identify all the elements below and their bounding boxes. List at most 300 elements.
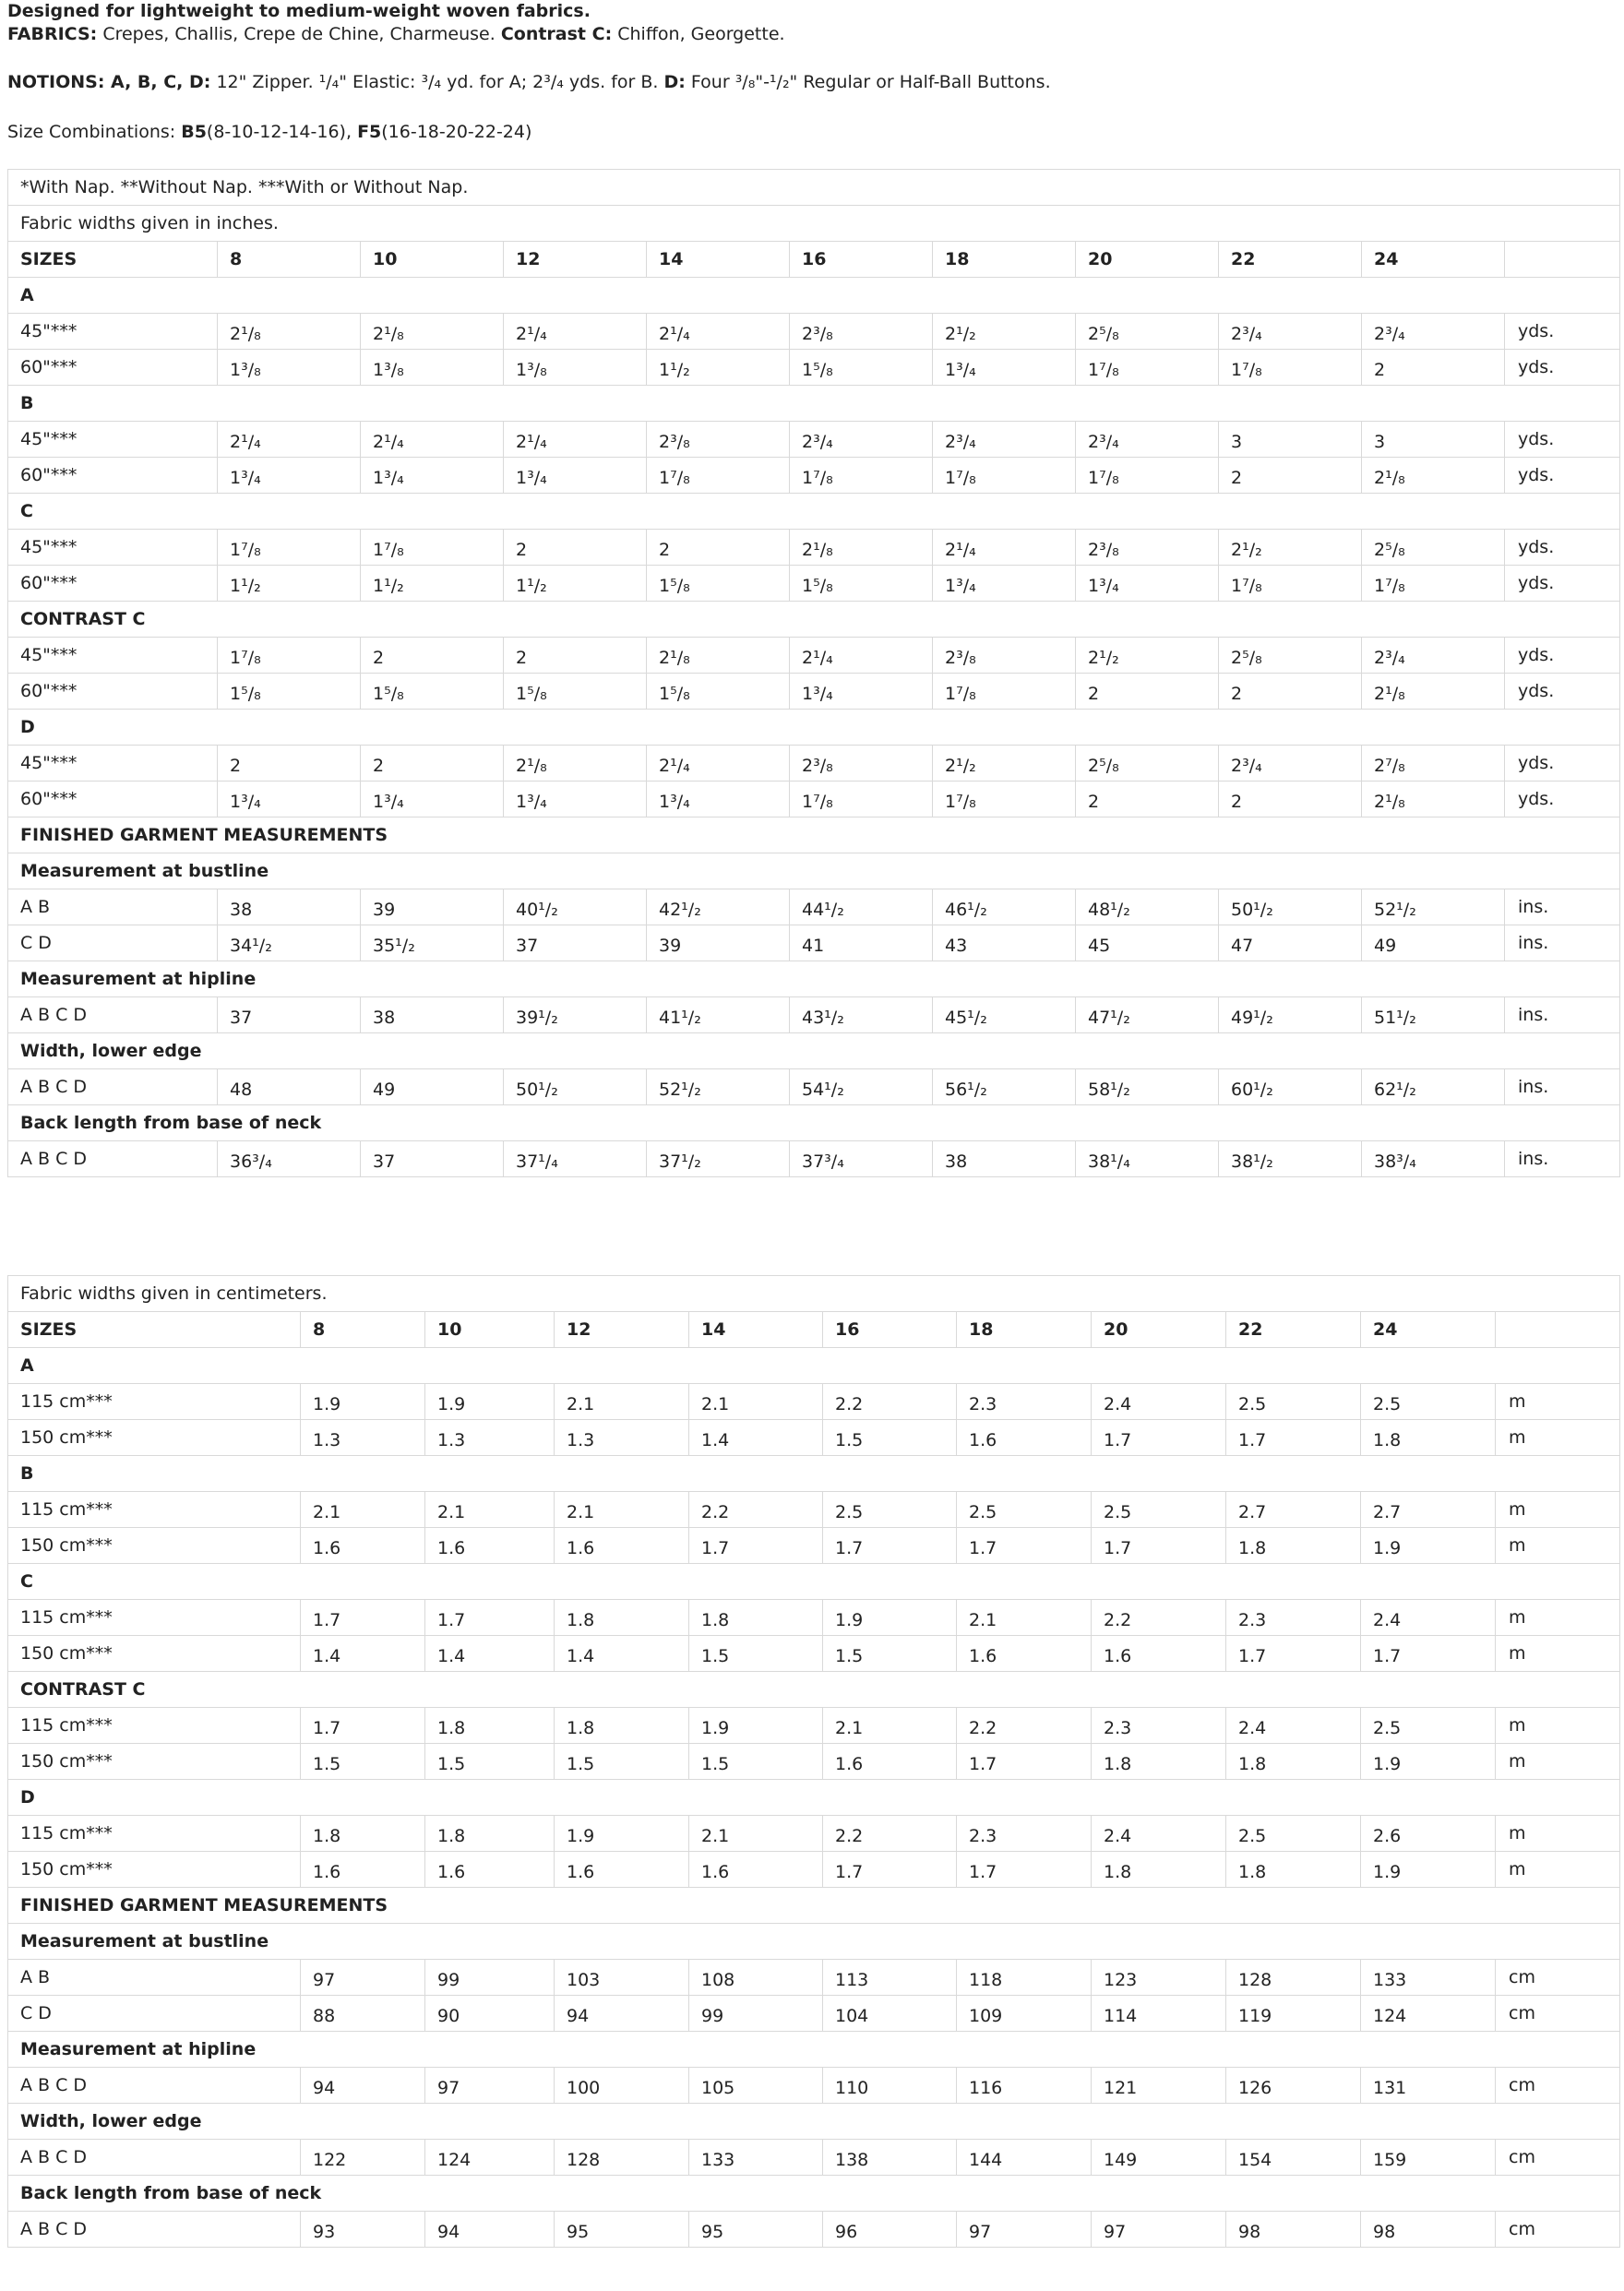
- size-value-cell: 1⁷/₈: [1362, 566, 1505, 602]
- fabric-widths-note: Fabric widths given in inches.: [8, 206, 1620, 242]
- row-label: A B C D: [8, 1141, 218, 1177]
- size-value-cell: 131: [1361, 2068, 1496, 2104]
- size-value-cell: 2¹/₂: [1076, 638, 1219, 674]
- unit-cell: yds.: [1505, 350, 1620, 386]
- size-value-cell: 1⁷/₈: [933, 674, 1076, 710]
- size-column-header: 16: [823, 1312, 957, 1348]
- intro-line-fabrics: [7, 23, 785, 45]
- size-value-cell: 123: [1092, 1960, 1226, 1996]
- size-value-cell: 37³/₄: [790, 1141, 933, 1177]
- size-value-cell: 1⁷/₈: [361, 530, 504, 566]
- size-value-cell: 1³/₈: [218, 350, 361, 386]
- unit-column-header: [1505, 242, 1620, 278]
- size-column-header: 8: [218, 242, 361, 278]
- row-label: 60"***: [8, 674, 218, 710]
- size-value-cell: 1³/₄: [504, 782, 647, 817]
- size-value-cell: 96: [823, 2212, 957, 2248]
- size-value-cell: 51¹/₂: [1362, 997, 1505, 1033]
- unit-cell: yds.: [1505, 422, 1620, 458]
- size-column-header: 24: [1362, 242, 1505, 278]
- table-row: [8, 566, 1620, 602]
- size-value-cell: 2.3: [957, 1816, 1092, 1852]
- table-row: [8, 2068, 1620, 2104]
- size-value-cell: 2¹/₂: [933, 746, 1076, 782]
- size-value-cell: 1.8: [1226, 1528, 1361, 1564]
- size-value-cell: 2¹/₈: [1362, 674, 1505, 710]
- size-value-cell: 1.5: [689, 1744, 823, 1780]
- size-value-cell: 121: [1092, 2068, 1226, 2104]
- size-value-cell: 2³/₄: [933, 422, 1076, 458]
- table-row: [8, 1816, 1620, 1852]
- size-value-cell: 2.1: [555, 1492, 689, 1528]
- sizes-header-label: SIZES: [8, 242, 218, 278]
- measurement-title: Measurement at hipline: [8, 2032, 1620, 2068]
- row-label: 115 cm***: [8, 1492, 301, 1528]
- size-value-cell: 1.6: [555, 1528, 689, 1564]
- unit-cell: cm: [1496, 2140, 1620, 2176]
- size-value-cell: 1.6: [425, 1852, 555, 1888]
- row-label: 150 cm***: [8, 1852, 301, 1888]
- intro-line-sizes: [7, 121, 531, 143]
- view-section-row: [8, 1780, 1620, 1816]
- size-value-cell: 1.9: [1361, 1528, 1496, 1564]
- size-value-cell: 58¹/₂: [1076, 1069, 1219, 1105]
- size-value-cell: 2¹/₄: [361, 422, 504, 458]
- unit-cell: ins.: [1505, 1141, 1620, 1177]
- size-value-cell: 2.3: [957, 1384, 1092, 1420]
- size-value-cell: 38: [933, 1141, 1076, 1177]
- size-combinations-label: Size Combinations:: [7, 122, 176, 142]
- row-label: A B C D: [8, 1069, 218, 1105]
- metric-yardage-table: [7, 1275, 1620, 2248]
- size-value-cell: 2⁵/₈: [1076, 746, 1219, 782]
- size-value-cell: 100: [555, 2068, 689, 2104]
- size-value-cell: 34¹/₂: [218, 925, 361, 961]
- size-value-cell: 56¹/₂: [933, 1069, 1076, 1105]
- size-value-cell: 2: [1076, 782, 1219, 817]
- size-value-cell: 94: [555, 1996, 689, 2032]
- size-value-cell: 149: [1092, 2140, 1226, 2176]
- size-value-cell: 1.6: [301, 1852, 425, 1888]
- unit-cell: m: [1496, 1384, 1620, 1420]
- table-row: [8, 1852, 1620, 1888]
- view-section-row: [8, 278, 1620, 314]
- size-value-cell: 1.8: [1226, 1852, 1361, 1888]
- size-value-cell: 1³/₄: [361, 782, 504, 817]
- size-value-cell: 1.5: [823, 1636, 957, 1672]
- size-value-cell: 124: [1361, 1996, 1496, 2032]
- unit-cell: ins.: [1505, 1069, 1620, 1105]
- size-value-cell: 2.5: [1226, 1816, 1361, 1852]
- table-row: [8, 1600, 1620, 1636]
- size-value-cell: 2³/₄: [790, 422, 933, 458]
- size-value-cell: 49: [361, 1069, 504, 1105]
- size-value-cell: 1.4: [301, 1636, 425, 1672]
- row-label: C D: [8, 925, 218, 961]
- size-value-cell: 2.1: [689, 1816, 823, 1852]
- row-label: 45"***: [8, 530, 218, 566]
- size-value-cell: 2⁵/₈: [1076, 314, 1219, 350]
- size-value-cell: 35¹/₂: [361, 925, 504, 961]
- size-value-cell: 110: [823, 2068, 957, 2104]
- fabric-widths-note: Fabric widths given in centimeters.: [8, 1276, 1620, 1312]
- size-value-cell: 41¹/₂: [647, 997, 790, 1033]
- size-value-cell: 1³/₄: [361, 458, 504, 494]
- view-section-row: [8, 602, 1620, 638]
- imperial-yardage-table: [7, 169, 1620, 1177]
- size-value-cell: 48¹/₂: [1076, 889, 1219, 925]
- size-value-cell: 1⁵/₈: [790, 350, 933, 386]
- size-value-cell: 1.3: [555, 1420, 689, 1456]
- unit-cell: yds.: [1505, 458, 1620, 494]
- row-label: 115 cm***: [8, 1816, 301, 1852]
- size-value-cell: 1¹/₂: [504, 566, 647, 602]
- size-value-cell: 95: [689, 2212, 823, 2248]
- table-row: [8, 1996, 1620, 2032]
- size-value-cell: 94: [425, 2212, 555, 2248]
- size-value-cell: 1¹/₂: [218, 566, 361, 602]
- size-value-cell: 2¹/₂: [933, 314, 1076, 350]
- row-label: 45"***: [8, 746, 218, 782]
- size-value-cell: 124: [425, 2140, 555, 2176]
- table-row: [8, 2212, 1620, 2248]
- table-row: [8, 638, 1620, 674]
- measurement-title-row: [8, 1033, 1620, 1069]
- size-value-cell: 128: [555, 2140, 689, 2176]
- size-value-cell: 114: [1092, 1996, 1226, 2032]
- table-row: [8, 1528, 1620, 1564]
- size-value-cell: 98: [1361, 2212, 1496, 2248]
- size-value-cell: 2¹/₈: [1362, 458, 1505, 494]
- unit-cell: yds.: [1505, 782, 1620, 817]
- notions-text: 12" Zipper. ¹/₄" Elastic: ³/₄ yd. for A; 2³/₄ yds. for B.: [216, 72, 659, 92]
- size-value-cell: 2¹/₈: [218, 314, 361, 350]
- size-value-cell: 2¹/₄: [647, 314, 790, 350]
- size-value-cell: 43¹/₂: [790, 997, 933, 1033]
- size-value-cell: 2.1: [823, 1708, 957, 1744]
- row-label: 60"***: [8, 458, 218, 494]
- unit-cell: yds.: [1505, 746, 1620, 782]
- size-value-cell: 97: [957, 2212, 1092, 2248]
- size-value-cell: 2³/₈: [790, 314, 933, 350]
- size-column-header: 16: [790, 242, 933, 278]
- size-value-cell: 1.7: [957, 1528, 1092, 1564]
- row-label: 150 cm***: [8, 1636, 301, 1672]
- row-label: 115 cm***: [8, 1708, 301, 1744]
- size-value-cell: 2.3: [1226, 1600, 1361, 1636]
- size-value-cell: 1⁷/₈: [218, 638, 361, 674]
- size-b5: B5: [181, 122, 207, 142]
- unit-cell: cm: [1496, 2212, 1620, 2248]
- size-value-cell: 1.8: [1092, 1744, 1226, 1780]
- size-column-header: 10: [425, 1312, 555, 1348]
- size-value-cell: 2¹/₄: [647, 746, 790, 782]
- table-row: [8, 746, 1620, 782]
- size-value-cell: 1.6: [425, 1528, 555, 1564]
- size-value-cell: 1.4: [555, 1636, 689, 1672]
- size-value-cell: 99: [689, 1996, 823, 2032]
- size-value-cell: 1.9: [301, 1384, 425, 1420]
- size-value-cell: 2: [218, 746, 361, 782]
- size-value-cell: 2: [1076, 674, 1219, 710]
- size-value-cell: 113: [823, 1960, 957, 1996]
- size-f5-range: (16-18-20-22-24): [381, 122, 532, 142]
- size-value-cell: 40¹/₂: [504, 889, 647, 925]
- sizes-header-row: [8, 242, 1620, 278]
- table-row: [8, 1069, 1620, 1105]
- size-value-cell: 47¹/₂: [1076, 997, 1219, 1033]
- measurement-title: Measurement at bustline: [8, 853, 1620, 889]
- size-value-cell: 1.8: [555, 1708, 689, 1744]
- size-value-cell: 1.8: [689, 1600, 823, 1636]
- size-value-cell: 1.9: [1361, 1852, 1496, 1888]
- unit-cell: cm: [1496, 1960, 1620, 1996]
- size-value-cell: 133: [1361, 1960, 1496, 1996]
- size-value-cell: 1.5: [689, 1636, 823, 1672]
- size-value-cell: 1.7: [689, 1528, 823, 1564]
- size-value-cell: 1.3: [425, 1420, 555, 1456]
- size-value-cell: 1.5: [301, 1744, 425, 1780]
- size-column-header: 12: [555, 1312, 689, 1348]
- fabrics-label: FABRICS:: [7, 24, 98, 44]
- row-label: A B C D: [8, 2212, 301, 2248]
- size-value-cell: 46¹/₂: [933, 889, 1076, 925]
- size-value-cell: 90: [425, 1996, 555, 2032]
- view-section-row: [8, 1672, 1620, 1708]
- view-section-title: B: [8, 386, 1620, 422]
- size-value-cell: 1.9: [555, 1816, 689, 1852]
- size-value-cell: 2.2: [823, 1816, 957, 1852]
- size-value-cell: 2³/₄: [1362, 638, 1505, 674]
- size-value-cell: 2: [1362, 350, 1505, 386]
- size-value-cell: 88: [301, 1996, 425, 2032]
- size-value-cell: 1⁷/₈: [933, 458, 1076, 494]
- size-value-cell: 1⁷/₈: [1219, 350, 1362, 386]
- size-value-cell: 116: [957, 2068, 1092, 2104]
- size-value-cell: 2³/₄: [1219, 314, 1362, 350]
- size-value-cell: 38: [218, 889, 361, 925]
- measurement-title: Measurement at bustline: [8, 1924, 1620, 1960]
- intro-line-notions: [7, 71, 1051, 93]
- size-value-cell: 2³/₈: [790, 746, 933, 782]
- view-section-title: CONTRAST C: [8, 1672, 1620, 1708]
- size-value-cell: 2¹/₄: [933, 530, 1076, 566]
- row-label: 60"***: [8, 566, 218, 602]
- size-value-cell: 99: [425, 1960, 555, 1996]
- notions-label: NOTIONS: A, B, C, D:: [7, 72, 211, 92]
- view-section-title: D: [8, 710, 1620, 746]
- size-value-cell: 3: [1219, 422, 1362, 458]
- size-value-cell: 37: [361, 1141, 504, 1177]
- size-value-cell: 109: [957, 1996, 1092, 2032]
- size-value-cell: 37¹/₂: [647, 1141, 790, 1177]
- intro-line-design: [7, 0, 591, 22]
- size-value-cell: 1.7: [1226, 1420, 1361, 1456]
- table-row: [8, 458, 1620, 494]
- size-value-cell: 1⁵/₈: [790, 566, 933, 602]
- table-row: [8, 1384, 1620, 1420]
- size-value-cell: 1.8: [301, 1816, 425, 1852]
- size-value-cell: 2.6: [1361, 1816, 1496, 1852]
- unit-cell: m: [1496, 1816, 1620, 1852]
- row-label: A B: [8, 1960, 301, 1996]
- row-label: A B: [8, 889, 218, 925]
- size-value-cell: 45¹/₂: [933, 997, 1076, 1033]
- unit-cell: yds.: [1505, 566, 1620, 602]
- size-value-cell: 97: [425, 2068, 555, 2104]
- size-value-cell: 2¹/₈: [504, 746, 647, 782]
- measurement-title-row: [8, 2176, 1620, 2212]
- sizes-header-row: [8, 1312, 1620, 1348]
- size-value-cell: 94: [301, 2068, 425, 2104]
- size-value-cell: 60¹/₂: [1219, 1069, 1362, 1105]
- row-label: 115 cm***: [8, 1384, 301, 1420]
- notions-d-label: D:: [663, 72, 686, 92]
- size-value-cell: 2: [647, 530, 790, 566]
- row-label: 115 cm***: [8, 1600, 301, 1636]
- view-section-title: D: [8, 1780, 1620, 1816]
- size-value-cell: 2¹/₄: [218, 422, 361, 458]
- size-value-cell: 1.6: [957, 1420, 1092, 1456]
- size-value-cell: 2: [1219, 782, 1362, 817]
- unit-cell: m: [1496, 1420, 1620, 1456]
- row-label: A B C D: [8, 997, 218, 1033]
- measurement-title-row: [8, 961, 1620, 997]
- size-value-cell: 2.5: [823, 1492, 957, 1528]
- size-value-cell: 52¹/₂: [647, 1069, 790, 1105]
- table-row: [8, 350, 1620, 386]
- size-value-cell: 2.1: [957, 1600, 1092, 1636]
- size-value-cell: 2³/₈: [1076, 530, 1219, 566]
- size-value-cell: 2.1: [689, 1384, 823, 1420]
- size-value-cell: 38³/₄: [1362, 1141, 1505, 1177]
- size-value-cell: 1.6: [823, 1744, 957, 1780]
- view-section-title: C: [8, 494, 1620, 530]
- widths-note-row: [8, 1276, 1620, 1312]
- row-label: 150 cm***: [8, 1528, 301, 1564]
- size-value-cell: 159: [1361, 2140, 1496, 2176]
- size-value-cell: 1.9: [425, 1384, 555, 1420]
- size-value-cell: 38¹/₂: [1219, 1141, 1362, 1177]
- size-value-cell: 93: [301, 2212, 425, 2248]
- size-value-cell: 54¹/₂: [790, 1069, 933, 1105]
- finished-measurements-row: [8, 1888, 1620, 1924]
- size-value-cell: 2.5: [957, 1492, 1092, 1528]
- size-value-cell: 38: [361, 997, 504, 1033]
- size-value-cell: 41: [790, 925, 933, 961]
- size-value-cell: 2⁵/₈: [1219, 638, 1362, 674]
- table-row: [8, 314, 1620, 350]
- finished-measurements-row: [8, 817, 1620, 853]
- size-value-cell: 1¹/₂: [647, 350, 790, 386]
- size-value-cell: 1.8: [1226, 1744, 1361, 1780]
- unit-cell: m: [1496, 1744, 1620, 1780]
- size-value-cell: 2.2: [957, 1708, 1092, 1744]
- size-value-cell: 2.2: [1092, 1600, 1226, 1636]
- size-value-cell: 1.7: [301, 1708, 425, 1744]
- note-row: [8, 170, 1620, 206]
- view-section-title: C: [8, 1564, 1620, 1600]
- fabrics-text: Crepes, Challis, Crepe de Chine, Charmeuse.: [102, 24, 496, 44]
- size-value-cell: 2.5: [1226, 1384, 1361, 1420]
- size-value-cell: 2: [1219, 674, 1362, 710]
- size-value-cell: 1⁷/₈: [790, 458, 933, 494]
- size-value-cell: 1⁷/₈: [1076, 350, 1219, 386]
- measurement-title-row: [8, 853, 1620, 889]
- size-value-cell: 37¹/₄: [504, 1141, 647, 1177]
- size-value-cell: 1⁷/₈: [790, 782, 933, 817]
- size-value-cell: 1.6: [689, 1852, 823, 1888]
- row-label: 45"***: [8, 638, 218, 674]
- size-column-header: 14: [647, 242, 790, 278]
- size-value-cell: 49: [1362, 925, 1505, 961]
- row-label: 45"***: [8, 314, 218, 350]
- size-value-cell: 2⁵/₈: [1362, 530, 1505, 566]
- unit-cell: yds.: [1505, 674, 1620, 710]
- measurement-title: Back length from base of neck: [8, 1105, 1620, 1141]
- size-value-cell: 2.4: [1226, 1708, 1361, 1744]
- size-value-cell: 1.6: [555, 1852, 689, 1888]
- size-value-cell: 138: [823, 2140, 957, 2176]
- unit-cell: m: [1496, 1528, 1620, 1564]
- size-value-cell: 2.5: [1361, 1708, 1496, 1744]
- finished-measurements-title: FINISHED GARMENT MEASUREMENTS: [8, 817, 1620, 853]
- size-value-cell: 2¹/₈: [1362, 782, 1505, 817]
- size-value-cell: 2.7: [1361, 1492, 1496, 1528]
- size-value-cell: 1.9: [823, 1600, 957, 1636]
- view-section-row: [8, 1348, 1620, 1384]
- size-value-cell: 95: [555, 2212, 689, 2248]
- unit-cell: ins.: [1505, 925, 1620, 961]
- size-value-cell: 2.1: [425, 1492, 555, 1528]
- size-column-header: 14: [689, 1312, 823, 1348]
- row-label: 150 cm***: [8, 1420, 301, 1456]
- size-value-cell: 1.4: [689, 1420, 823, 1456]
- size-value-cell: 1³/₄: [1076, 566, 1219, 602]
- unit-cell: ins.: [1505, 997, 1620, 1033]
- size-value-cell: 1⁵/₈: [504, 674, 647, 710]
- size-value-cell: 42¹/₂: [647, 889, 790, 925]
- size-value-cell: 144: [957, 2140, 1092, 2176]
- size-value-cell: 37: [218, 997, 361, 1033]
- size-value-cell: 39: [647, 925, 790, 961]
- size-value-cell: 1⁵/₈: [361, 674, 504, 710]
- size-value-cell: 1.7: [957, 1852, 1092, 1888]
- size-value-cell: 1³/₄: [504, 458, 647, 494]
- size-value-cell: 108: [689, 1960, 823, 1996]
- size-column-header: 22: [1219, 242, 1362, 278]
- size-column-header: 18: [933, 242, 1076, 278]
- size-value-cell: 2.2: [689, 1492, 823, 1528]
- size-value-cell: 52¹/₂: [1362, 889, 1505, 925]
- contrast-label: Contrast C:: [500, 24, 613, 44]
- size-value-cell: 105: [689, 2068, 823, 2104]
- unit-cell: ins.: [1505, 889, 1620, 925]
- table-row: [8, 1492, 1620, 1528]
- unit-cell: cm: [1496, 2068, 1620, 2104]
- size-value-cell: 2.7: [1226, 1492, 1361, 1528]
- notions-d-text: Four ³/₈"-¹/₂" Regular or Half-Ball Buttons.: [690, 72, 1051, 92]
- size-value-cell: 2¹/₈: [361, 314, 504, 350]
- row-label: 60"***: [8, 350, 218, 386]
- table-row: [8, 674, 1620, 710]
- size-column-header: 18: [957, 1312, 1092, 1348]
- size-column-header: 24: [1361, 1312, 1496, 1348]
- table-row: [8, 997, 1620, 1033]
- measurement-title-row: [8, 1924, 1620, 1960]
- size-value-cell: 1.7: [823, 1528, 957, 1564]
- measurement-title: Width, lower edge: [8, 2104, 1620, 2140]
